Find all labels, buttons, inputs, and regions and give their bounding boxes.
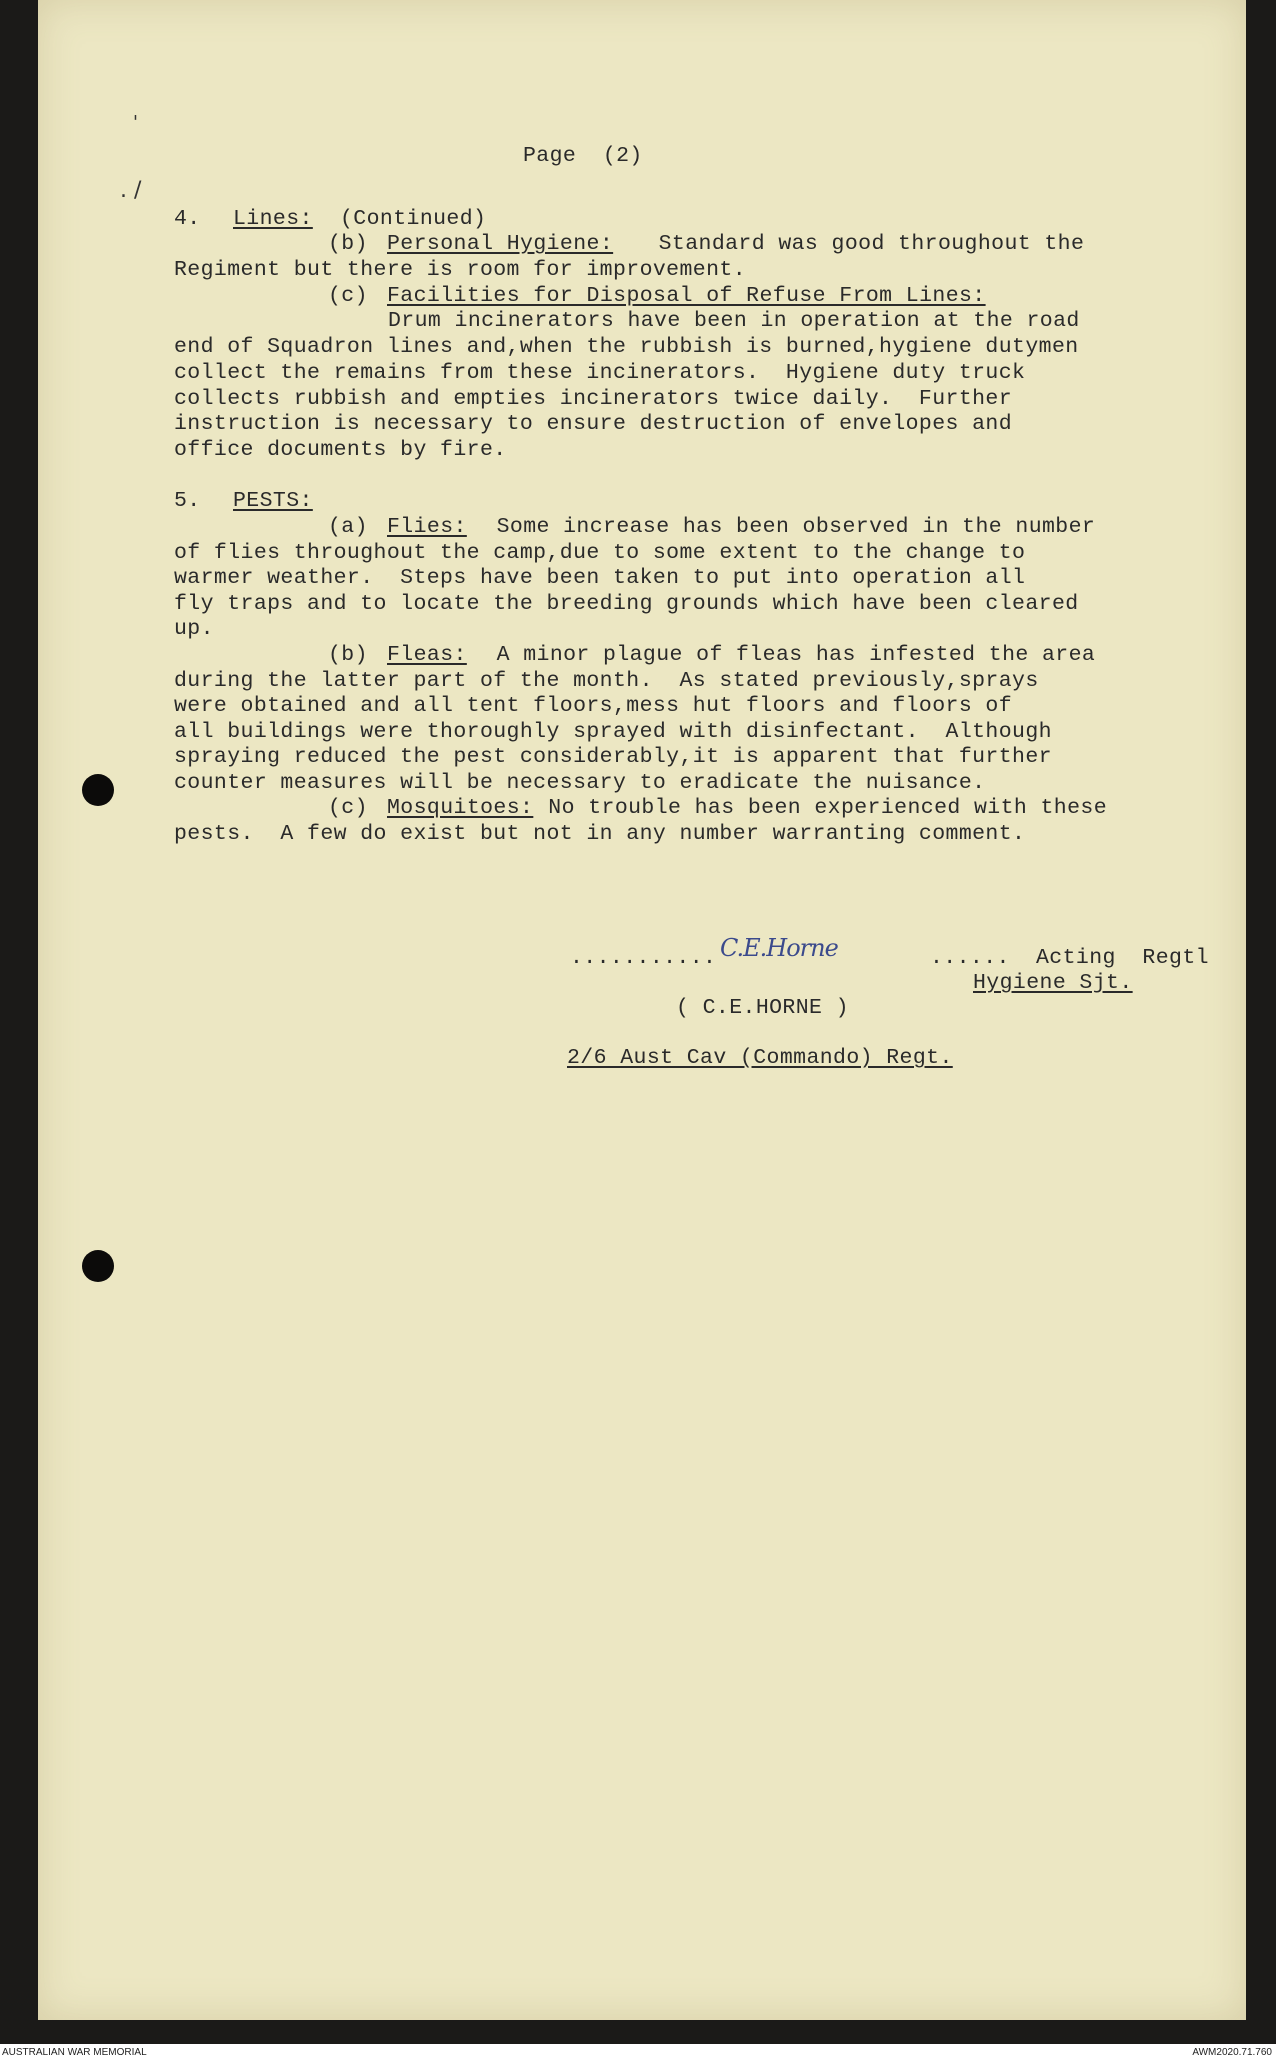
page-number: Page (2) (523, 144, 643, 168)
item-5a-marker: (a) (328, 515, 368, 539)
signatory-title: Acting Regtl (1036, 946, 1209, 970)
item-5c-text: No trouble has been experienced with these (535, 796, 1107, 820)
ink-mark: ' (133, 112, 138, 133)
item-4b-title: Personal Hygiene: (387, 232, 614, 256)
item-5b-marker: (b) (328, 643, 368, 667)
archive-footer (0, 2044, 1276, 2061)
signature-dots-left: ........... (570, 946, 717, 970)
item-5a-title: Flies: (387, 515, 467, 539)
archive-reference: AWM2020.71.760 (1192, 2047, 1272, 2058)
item-5b-title: Fleas: (387, 643, 467, 667)
item-5b-text: were obtained and all tent floors,mess hut floors and floors of (174, 694, 1013, 718)
item-4c-text: office documents by fire. (174, 438, 507, 462)
item-5a-text: of flies throughout the camp,due to some extent to the change to (174, 541, 1026, 565)
section-4-number: 4. (174, 207, 201, 231)
signatory-title: Hygiene Sjt. (973, 971, 1133, 995)
item-4c-text: instruction is necessary to ensure destruction of envelopes and (174, 412, 1013, 436)
item-5b-text: spraying reduced the pest considerably,it is apparent that further (174, 745, 1052, 769)
item-5b-text: counter measures will be necessary to eradicate the nuisance. (174, 771, 986, 795)
item-5c-text: pests. A few do exist but not in any number warranting comment. (174, 822, 1026, 846)
signatory-unit: 2/6 Aust Cav (Commando) Regt. (567, 1046, 953, 1070)
item-4c-text: collect the remains from these incinerators. Hygiene duty truck (174, 361, 1026, 385)
item-4c-title: Facilities for Disposal of Refuse From Lines: (387, 284, 986, 308)
punch-hole-lower (82, 1250, 114, 1282)
punch-hole-upper (82, 774, 114, 806)
item-5a-text: Some increase has been observed in the number (470, 515, 1096, 539)
section-4-heading-note: (Continued) (340, 207, 487, 231)
section-4-heading: Lines: (233, 207, 313, 231)
section-5-number: 5. (174, 489, 201, 513)
item-4c-text: end of Squadron lines and,when the rubbish is burned,hygiene dutymen (174, 335, 1079, 359)
item-5b-text: during the latter part of the month. As stated previously,sprays (174, 669, 1039, 693)
item-5a-text: fly traps and to locate the breeding grounds which have been cleared (174, 592, 1079, 616)
item-5a-text: warmer weather. Steps have been taken to put into operation all (174, 566, 1026, 590)
ink-mark: . / (120, 178, 142, 203)
item-5b-text: A minor plague of fleas has infested the area (470, 643, 1096, 667)
section-5-heading: PESTS: (233, 489, 313, 513)
item-4b-text: Standard was good throughout the (632, 232, 1085, 256)
item-4c-text: collects rubbish and empties incinerators twice daily. Further (174, 387, 1013, 411)
handwritten-signature: C.E.Horne (720, 934, 838, 962)
signatory-name: ( C.E.HORNE ) (676, 996, 849, 1020)
archive-name: AUSTRALIAN WAR MEMORIAL (2, 2047, 147, 2058)
signature-dots-right: ...... (930, 946, 1010, 970)
item-5a-text: up. (174, 617, 214, 641)
item-5b-text: all buildings were thoroughly sprayed with disinfectant. Although (174, 720, 1052, 744)
item-5c-title: Mosquitoes: (387, 796, 534, 820)
item-4c-text: Drum incinerators have been in operation at the road (388, 309, 1080, 333)
item-5c-marker: (c) (328, 796, 368, 820)
item-4b-marker: (b) (328, 232, 368, 256)
item-4c-marker: (c) (328, 284, 368, 308)
item-4b-text: Regiment but there is room for improvement. (174, 258, 746, 282)
